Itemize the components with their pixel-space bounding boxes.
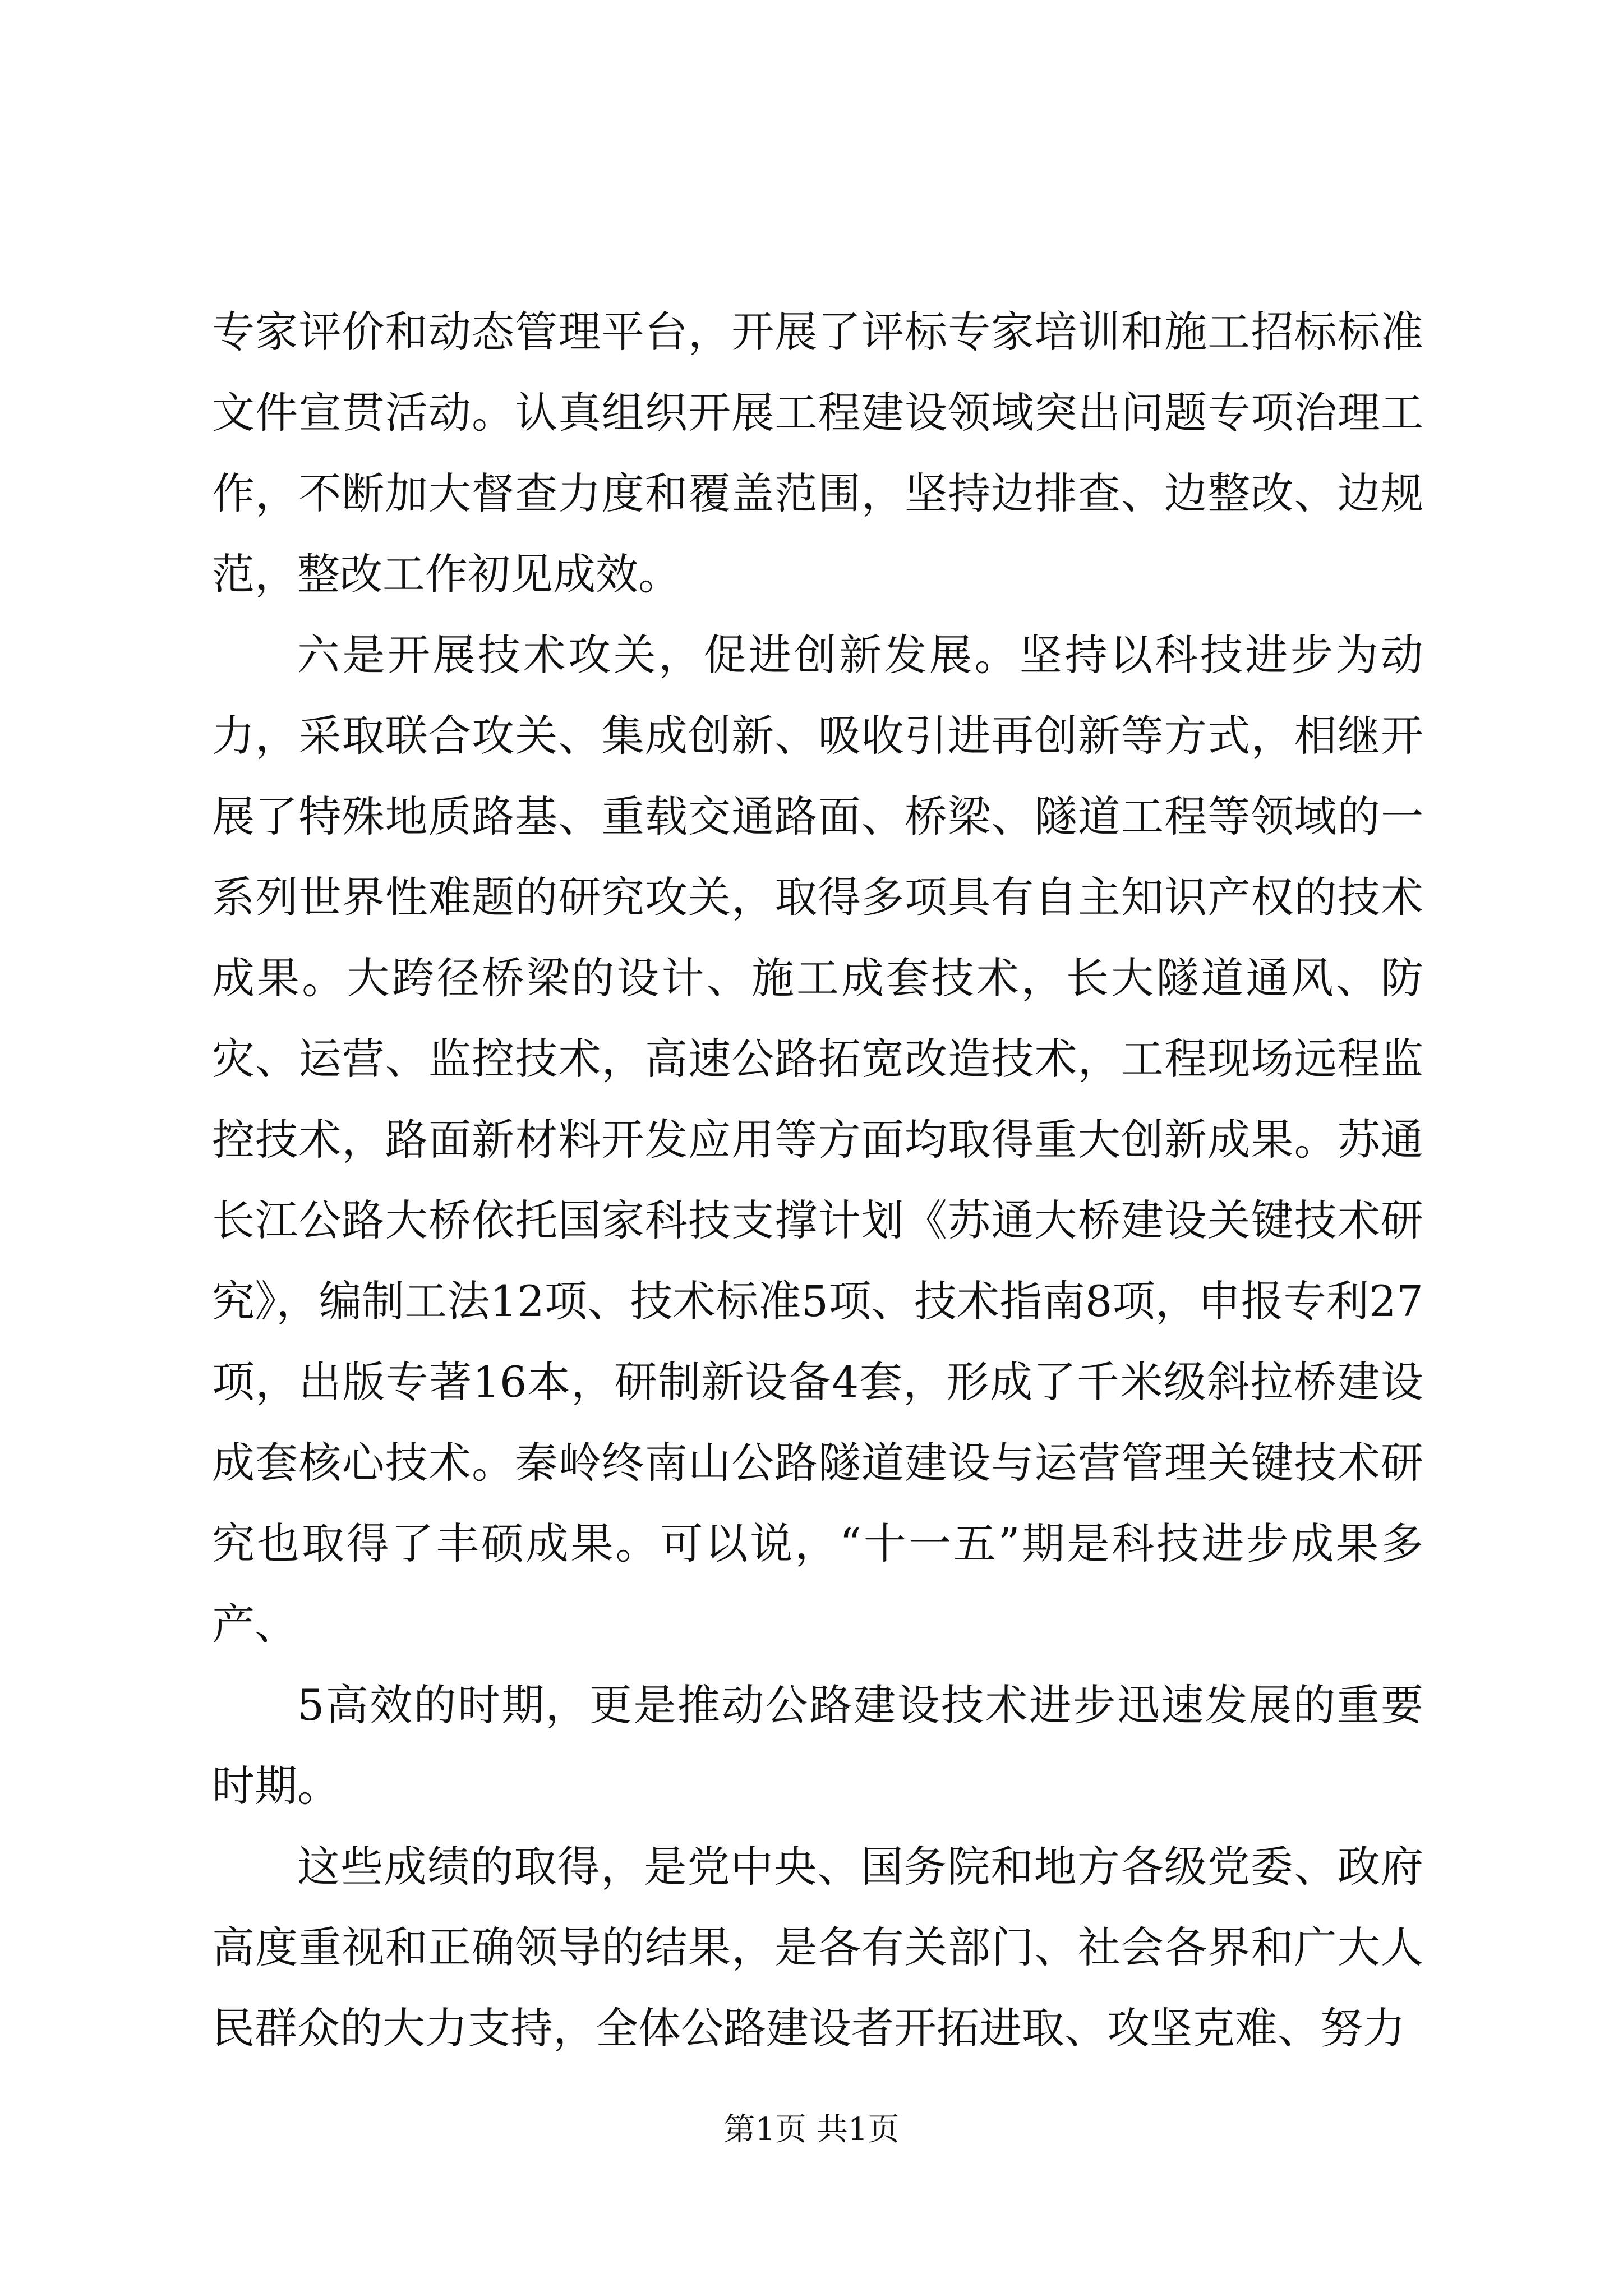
paragraph-2: 六是开展技术攻关，促进创新发展。坚持以科技进步为动力，采取联合攻关、集成创新、吸收引进再创新等方式，相继开展了特殊地质路基、重载交通路面、桥梁、隧道工程等领域的一系列世界性难题的研究攻关，取得多项具有自主知识产权的技术成果。大跨径桥梁的设计、施工成套技术，长大隧道通风、防灾、运营、监控技术，高速公路拓宽改造技术，工程现场远程监控技术，路面新材料开发应用等方面均取得重大创新成果。苏通长江公路大桥依托国家科技支撑计划《苏通大桥建设关键技术研究》，编制工法12项、技术标准5项、技术指南8项，申报专利27项，出版专著16本，研制新设备4套，形成了千米级斜拉桥建设成套核心技术。秦岭终南山公路隧道建设与运营管理关键技术研究也取得了丰硕成果。可以说，“十一五”期是科技进步成果多产、	[212, 630, 1423, 1649]
paragraph-3: 5高效的时期，更是推动公路建设技术进步迅速发展的重要时期。	[212, 1680, 1423, 1811]
paragraph-1: 专家评价和动态管理平台，开展了评标专家培训和施工招标标准文件宣贯活动。认真组织开展工程建设领域突出问题专项治理工作，不断加大督查力度和覆盖范围，坚持边排查、边整改、边规范，整改工作初见成效。	[212, 307, 1423, 599]
paragraph-4: 这些成绩的取得，是党中央、国务院和地方各级党委、政府高度重视和正确领导的结果，是各有关部门、社会各界和广大人民群众的大力支持，全体公路建设者开拓进取、攻坚克难、努力	[212, 1842, 1423, 2053]
document-body	[212, 292, 1423, 2069]
page-footer: 第1页 共1页	[723, 2111, 900, 2148]
